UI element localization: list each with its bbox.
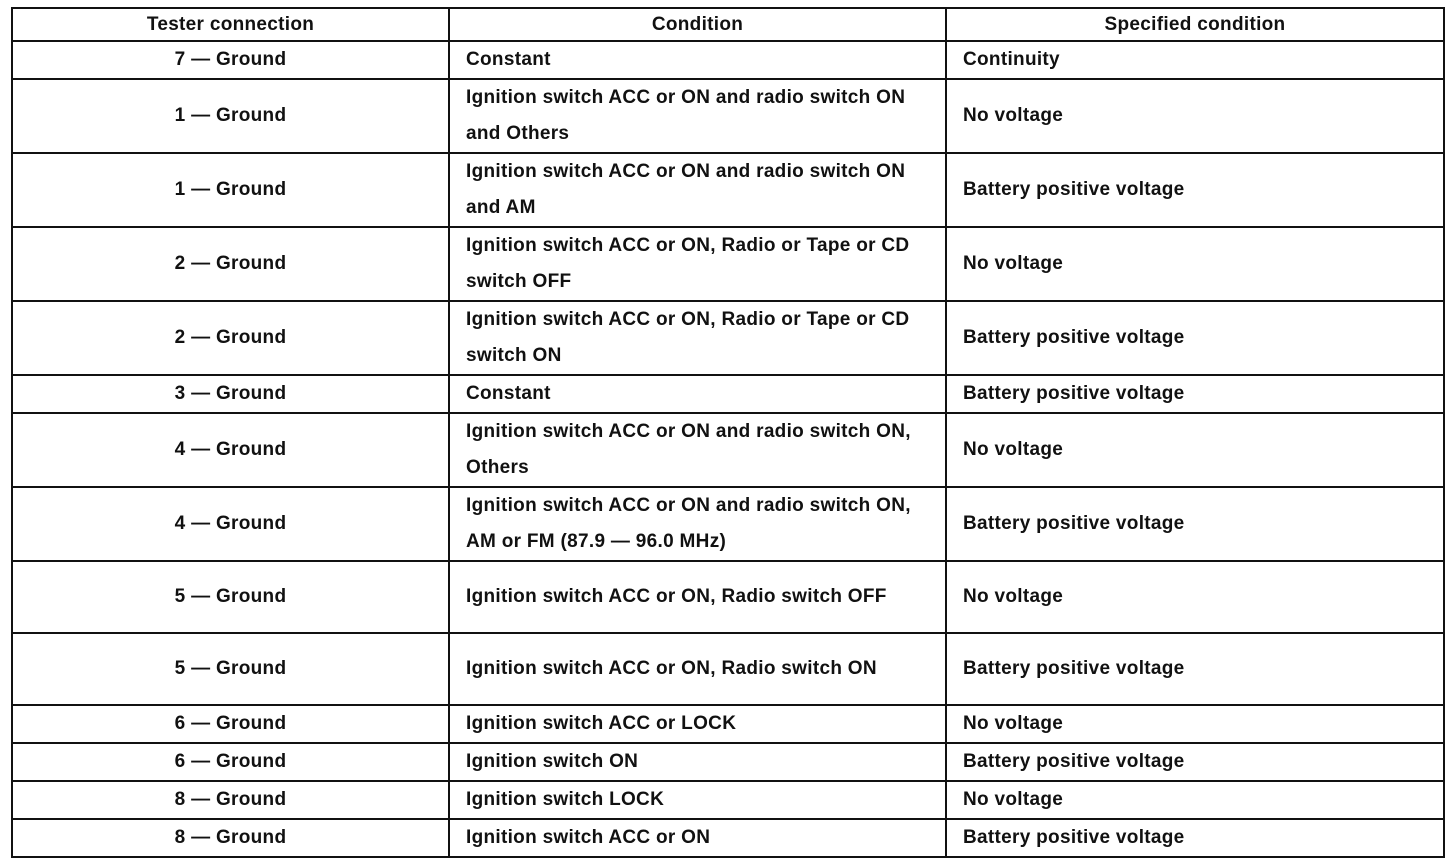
specified-condition-cell: Battery positive voltage bbox=[946, 819, 1444, 857]
tester-connection-cell: 2 — Ground bbox=[12, 301, 449, 375]
condition-cell: Ignition switch ACC or ON and radio switch ON, Others bbox=[449, 413, 946, 487]
table-row bbox=[12, 413, 1444, 487]
table-row bbox=[12, 819, 1444, 857]
table-row bbox=[12, 301, 1444, 375]
specified-condition-cell: Continuity bbox=[946, 41, 1444, 79]
condition-cell: Ignition switch ACC or ON, Radio or Tape or CD switch ON bbox=[449, 301, 946, 375]
condition-cell: Ignition switch LOCK bbox=[449, 781, 946, 819]
specified-condition-cell: Battery positive voltage bbox=[946, 375, 1444, 413]
specified-condition-cell: No voltage bbox=[946, 79, 1444, 153]
condition-cell: Ignition switch ACC or ON and radio switch ON and AM bbox=[449, 153, 946, 227]
table-row bbox=[12, 633, 1444, 705]
tester-connection-cell: 6 — Ground bbox=[12, 743, 449, 781]
tester-connection-cell: 4 — Ground bbox=[12, 413, 449, 487]
condition-cell: Ignition switch ACC or ON, Radio or Tape or CD switch OFF bbox=[449, 227, 946, 301]
specified-condition-cell: Battery positive voltage bbox=[946, 743, 1444, 781]
condition-cell: Ignition switch ACC or ON, Radio switch OFF bbox=[449, 561, 946, 633]
header-specified-condition: Specified condition bbox=[946, 8, 1444, 41]
condition-cell: Ignition switch ACC or ON and radio switch ON and Others bbox=[449, 79, 946, 153]
tester-connection-cell: 7 — Ground bbox=[12, 41, 449, 79]
specified-condition-cell: No voltage bbox=[946, 781, 1444, 819]
specified-condition-cell: Battery positive voltage bbox=[946, 153, 1444, 227]
table-row bbox=[12, 781, 1444, 819]
tester-connection-cell: 6 — Ground bbox=[12, 705, 449, 743]
specified-condition-cell: Battery positive voltage bbox=[946, 487, 1444, 561]
specified-condition-cell: No voltage bbox=[946, 705, 1444, 743]
tester-connection-cell: 3 — Ground bbox=[12, 375, 449, 413]
condition-cell: Ignition switch ACC or LOCK bbox=[449, 705, 946, 743]
condition-cell: Ignition switch ON bbox=[449, 743, 946, 781]
table-row bbox=[12, 743, 1444, 781]
condition-cell: Constant bbox=[449, 375, 946, 413]
table-row bbox=[12, 705, 1444, 743]
condition-cell: Ignition switch ACC or ON and radio switch ON, AM or FM (87.9 — 96.0 MHz) bbox=[449, 487, 946, 561]
table-row bbox=[12, 227, 1444, 301]
specified-condition-cell: No voltage bbox=[946, 227, 1444, 301]
header-condition: Condition bbox=[449, 8, 946, 41]
specified-condition-cell: No voltage bbox=[946, 561, 1444, 633]
condition-cell: Ignition switch ACC or ON bbox=[449, 819, 946, 857]
specified-condition-cell: Battery positive voltage bbox=[946, 633, 1444, 705]
condition-cell: Constant bbox=[449, 41, 946, 79]
condition-cell: Ignition switch ACC or ON, Radio switch ON bbox=[449, 633, 946, 705]
tester-connection-cell: 1 — Ground bbox=[12, 79, 449, 153]
tester-connection-cell: 4 — Ground bbox=[12, 487, 449, 561]
tester-connection-cell: 2 — Ground bbox=[12, 227, 449, 301]
table-row bbox=[12, 79, 1444, 153]
tester-connection-cell: 8 — Ground bbox=[12, 781, 449, 819]
header-tester-connection: Tester connection bbox=[12, 8, 449, 41]
tester-connection-cell: 5 — Ground bbox=[12, 633, 449, 705]
tester-connection-table bbox=[11, 7, 1445, 858]
specified-condition-cell: No voltage bbox=[946, 413, 1444, 487]
tester-connection-cell: 8 — Ground bbox=[12, 819, 449, 857]
table-row bbox=[12, 375, 1444, 413]
tester-connection-cell: 5 — Ground bbox=[12, 561, 449, 633]
table-row bbox=[12, 153, 1444, 227]
specified-condition-cell: Battery positive voltage bbox=[946, 301, 1444, 375]
tester-connection-cell: 1 — Ground bbox=[12, 153, 449, 227]
table-row bbox=[12, 487, 1444, 561]
table-row bbox=[12, 41, 1444, 79]
table-row bbox=[12, 561, 1444, 633]
header-row bbox=[12, 8, 1444, 41]
